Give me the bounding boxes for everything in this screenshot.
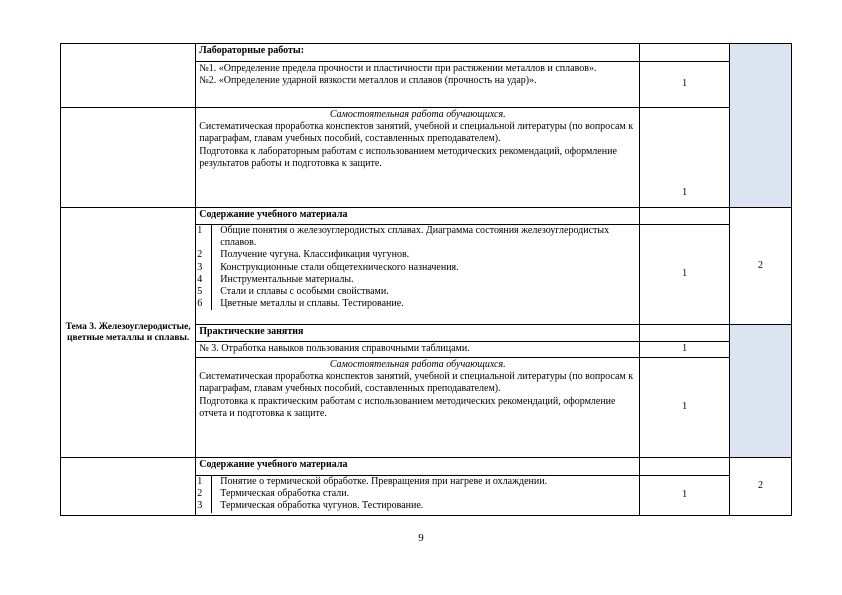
selfwork-line: Систематическая проработка конспектов занятий, учебной и специальной литературы (по вопросам к параграфам, главам учебных пособий, составленных преподавателем). [199, 121, 634, 145]
topic-cell-empty [61, 44, 196, 108]
selfwork-line: Систематическая проработка конспектов занятий, учебной и специальной литературы (по вопросам к параграфам, главам учебных пособий, составленных преподавателем). [199, 371, 634, 395]
content-hours: 1 [640, 225, 730, 325]
selfwork-block [196, 108, 640, 208]
selfwork-line: Подготовка к лабораторным работам с использованием методических рекомендаций, оформление результатов работы и подготовка к защите. [199, 145, 617, 169]
practical-item: № 3. Отработка навыков пользования справочными таблицами. [196, 342, 640, 358]
lab-hours: 1 [640, 62, 730, 108]
lab-works-list [196, 62, 640, 108]
list-item: 1 Понятие о термической обработке. Превращения при нагреве и охлаждении. [197, 476, 548, 487]
content-hours-header-cell [640, 208, 730, 225]
list-item: 3 Термическая обработка чугунов. Тестирование. [197, 500, 424, 512]
content-header: Содержание учебного материала [196, 458, 640, 476]
list-item: 6 Цветные металлы и сплавы. Тестирование. [197, 298, 404, 310]
content-list [196, 476, 640, 516]
level-value: 2 [730, 458, 792, 516]
topic-3-title: Тема 3. Железоуглеродистые, цветные металлы и сплавы. [61, 208, 196, 458]
selfwork-title: Самостоятельная работа обучающихся. [329, 359, 506, 370]
page-number: 9 [418, 532, 424, 544]
selfwork-hours: 1 [640, 108, 730, 208]
selfwork-hours: 1 [640, 358, 730, 458]
list-item: 3 Конструкционные стали общетехнического назначения. [197, 261, 459, 273]
level-cell-shaded [730, 325, 792, 458]
content-header: Содержание учебного материала [196, 208, 640, 225]
curriculum-table [60, 43, 792, 516]
content-hours-header-cell [640, 458, 730, 476]
content-list [196, 225, 640, 325]
lab-item: №2. «Определение ударной вязкости металлов и сплавов (прочность на удар)». [199, 75, 537, 87]
topic-cell-empty [61, 458, 196, 516]
selfwork-title: Самостоятельная работа обучающихся. [329, 109, 506, 120]
practical-header: Практические занятия [196, 325, 640, 342]
practical-hours: 1 [640, 342, 730, 358]
content-hours: 1 [640, 476, 730, 516]
lab-works-header: Лабораторные работы: [196, 44, 640, 62]
list-item: 5 Стали и сплавы с особыми свойствами. [197, 286, 389, 298]
selfwork-line: Подготовка к практическим работам с использованием методических рекомендаций, оформление отчета и подготовка к защите. [199, 395, 616, 419]
list-item: 1 Общие понятия о железоуглеродистых сплавах. Диаграмма состояния железоуглеродистых сплавов. [197, 225, 610, 249]
lab-item: №1. «Определение предела прочности и пластичности при растяжении металлов и сплавов». [199, 63, 597, 74]
selfwork-block [196, 358, 640, 458]
lab-hours-header-cell [640, 44, 730, 62]
topic-cell-empty [61, 108, 196, 208]
list-item: 4 Инструментальные материалы. [197, 273, 354, 285]
level-value: 2 [730, 208, 792, 325]
list-item: 2 Получение чугуна. Классификация чугунов. [197, 249, 410, 261]
level-cell-shaded [730, 44, 792, 208]
practical-hours-header-cell [640, 325, 730, 342]
list-item: 2 Термическая обработка стали. [197, 488, 350, 500]
